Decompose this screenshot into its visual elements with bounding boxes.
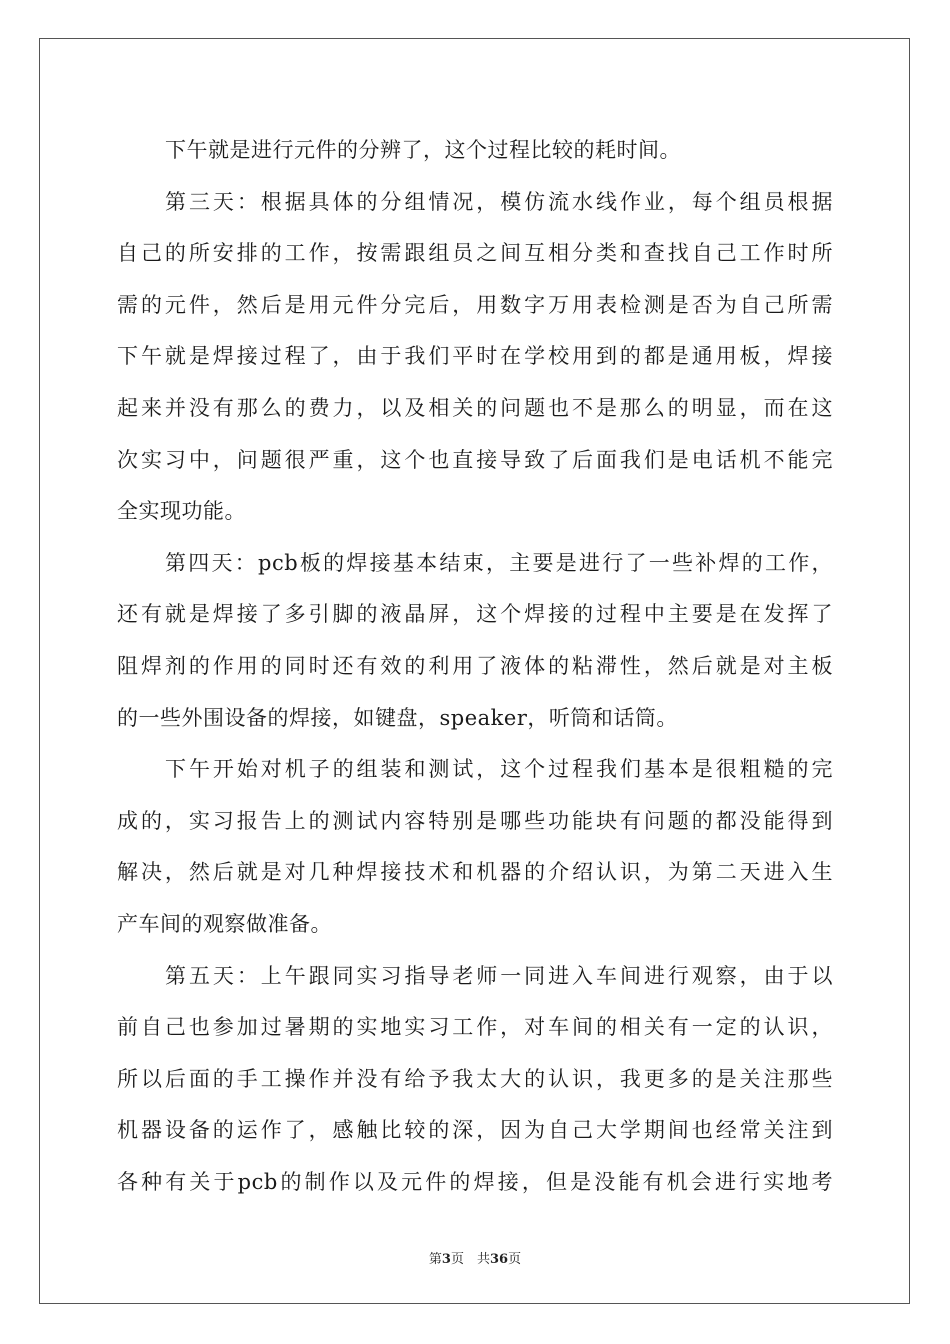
text-line: 所以后面的手工操作并没有给予我太大的认识，我更多的是关注那些: [117, 1066, 833, 1091]
text-line: 下午就是进行元件的分辨了，这个过程比较的耗时间。: [165, 138, 681, 162]
text-line: 起来并没有那么的费力，以及相关的问题也不是那么的明显，而在这: [117, 395, 833, 420]
footer-current-page: 3: [441, 1252, 451, 1267]
text-line: 成的，实习报告上的测试内容特别是哪些功能块有问题的都没能得到: [117, 808, 833, 833]
text-line: 全实现功能。: [117, 499, 246, 524]
text-line: 需的元件，然后是用元件分完后，用数字万用表检测是否为自己所需: [117, 292, 833, 317]
footer-prefix: 第: [428, 1252, 442, 1267]
text-line: 产车间的观察做准备。: [117, 911, 332, 936]
text-line: 第五天：上午跟同实习指导老师一同进入车间进行观察，由于以: [165, 963, 833, 988]
text-line: 还有就是焊接了多引脚的液晶屏，这个焊接的过程中主要是在发挥了: [117, 602, 833, 627]
text-line: 解决，然后就是对几种焊接技术和机器的介绍认识，为第二天进入生: [117, 860, 833, 885]
text-line: 前自己也参加过暑期的实地实习工作，对车间的相关有一定的认识，: [117, 1015, 833, 1040]
text-line: 下午开始对机子的组装和测试，这个过程我们基本是很粗糙的完: [165, 757, 833, 782]
text-line: 第三天：根据具体的分组情况，模仿流水线作业，每个组员根据: [165, 189, 833, 214]
footer-mid: 页 共: [450, 1252, 490, 1267]
text-line: 阻焊剂的作用的同时还有效的利用了液体的粘滞性，然后就是对主板: [117, 653, 833, 678]
footer-total-pages: 36: [489, 1252, 509, 1267]
text-line: 的一些外围设备的焊接，如键盘，speaker，听筒和话筒。: [117, 705, 678, 730]
document-body: [117, 125, 833, 1208]
footer-suffix: 页: [508, 1252, 522, 1267]
text-line: 次实习中，问题很严重，这个也直接导致了后面我们是电话机不能完: [117, 447, 833, 472]
text-line: 自己的所安排的工作，按需跟组员之间互相分类和查找自己工作时所: [117, 241, 833, 266]
text-line: 第四天：pcb板的焊接基本结束，主要是进行了一些补焊的工作，: [165, 550, 833, 575]
text-line: 下午就是焊接过程了，由于我们平时在学校用到的都是通用板，焊接: [117, 344, 833, 369]
text-line: 机器设备的运作了，感触比较的深，因为自己大学期间也经常关注到: [117, 1118, 833, 1143]
page-footer: [0, 1248, 950, 1267]
text-line: 各种有关于pcb的制作以及元件的焊接，但是没能有机会进行实地考: [117, 1169, 833, 1194]
